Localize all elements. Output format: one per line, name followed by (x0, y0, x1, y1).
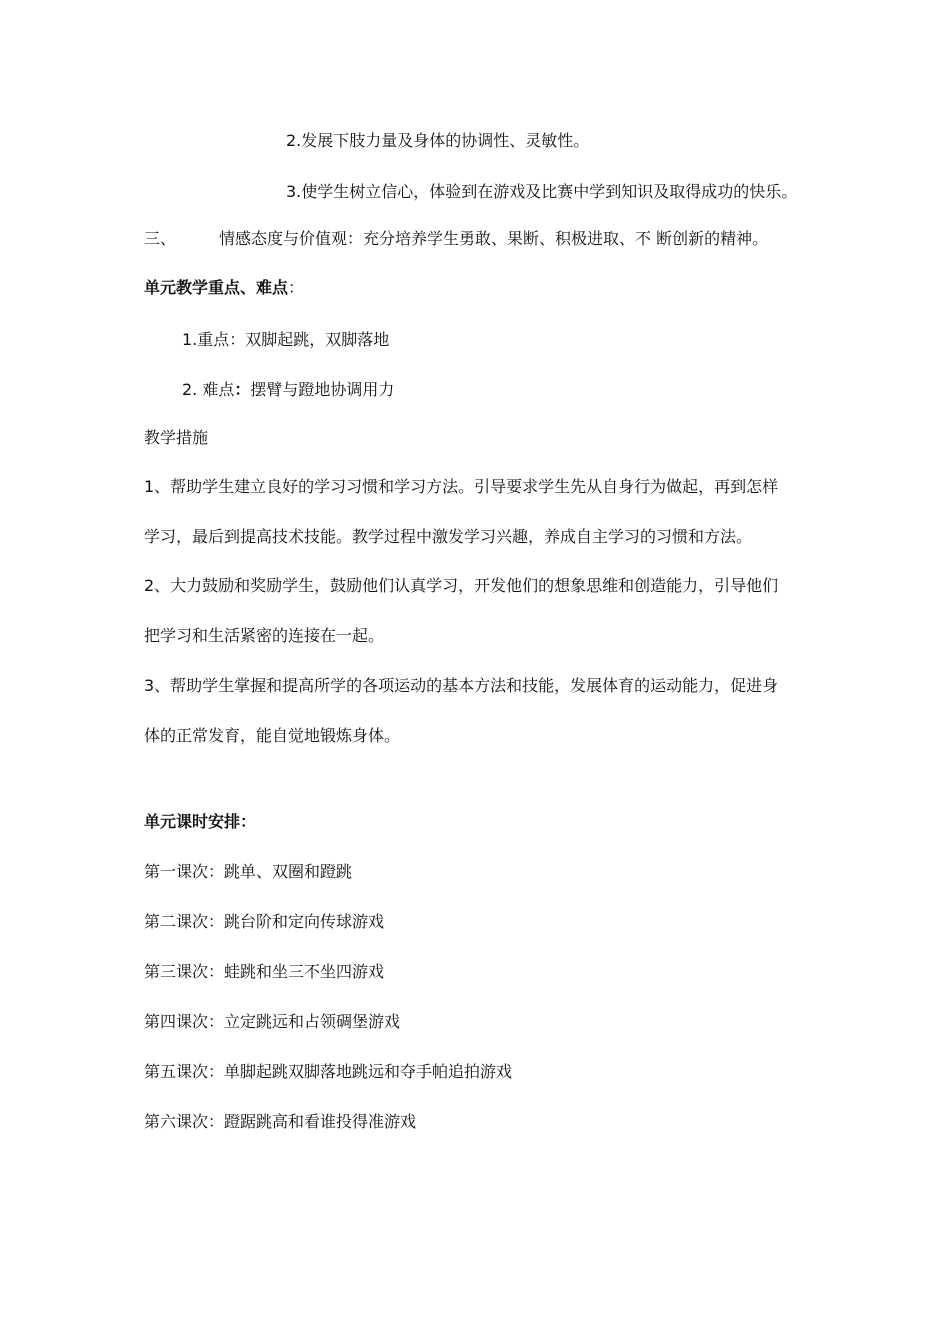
measure-1-line-2: 学习，最后到提高技术技能。教学过程中激发学习兴趣，养成自主学习的习惯和方法。 (144, 527, 753, 546)
lesson-item: 第四课次：立定跳远和占领碉堡游戏 (144, 1012, 401, 1031)
key-points-heading-colon: ： (288, 278, 305, 297)
lesson-item: 第六课次：蹬踞跳高和看谁投得准游戏 (144, 1112, 417, 1131)
key-point-2 (182, 379, 394, 401)
measure-2-line-2: 把学习和生活紧密的连接在一起。 (144, 626, 385, 645)
lesson-item: 第一课次：跳单、双圈和蹬跳 (144, 862, 353, 881)
measure-3-line-1: 3、帮助学生掌握和提高所学的各项运动的基本方法和技能，发展体育的运动能力，促进身 (144, 676, 779, 695)
key-point-2-label: 2. 难点 (182, 380, 235, 399)
key-point-2-text: 摆臂与蹬地协调用力 (250, 380, 395, 399)
section-3-number: 三、 (144, 229, 177, 248)
section-3 (144, 228, 768, 250)
objective-item-3: 3.使学生树立信心，体验到在游戏及比赛中学到知识及取得成功的快乐。 (286, 182, 798, 201)
measure-3-line-2: 体的正常发育，能自觉地锻炼身体。 (144, 726, 401, 745)
key-point-1: 1.重点：双脚起跳，双脚落地 (182, 330, 390, 349)
measures-heading: 教学措施 (144, 428, 209, 447)
lesson-item: 第五课次：单脚起跳双脚落地跳远和夺手帕追拍游戏 (144, 1062, 513, 1081)
section-3-text: 情感态度与价值观：充分培养学生勇敢、果断、积极进取、不 断创新的精神。 (219, 229, 769, 248)
schedule-heading: 单元课时安排： (144, 812, 257, 831)
key-point-2-colon: ： (234, 380, 251, 399)
measure-1-line-1: 1、帮助学生建立良好的学习习惯和学习方法。引导要求学生先从自身行为做起，再到怎样 (144, 477, 779, 496)
lesson-item: 第二课次：跳台阶和定向传球游戏 (144, 912, 385, 931)
key-points-heading (144, 277, 304, 299)
objective-item-2: 2.发展下肢力量及身体的协调性、灵敏性。 (286, 131, 590, 150)
measure-2-line-1: 2、大力鼓励和奖励学生，鼓励他们认真学习，开发他们的想象思维和创造能力，引导他们 (144, 576, 779, 595)
lesson-item: 第三课次：蛙跳和坐三不坐四游戏 (144, 962, 385, 981)
key-points-heading-text: 单元教学重点、难点 (144, 278, 289, 297)
